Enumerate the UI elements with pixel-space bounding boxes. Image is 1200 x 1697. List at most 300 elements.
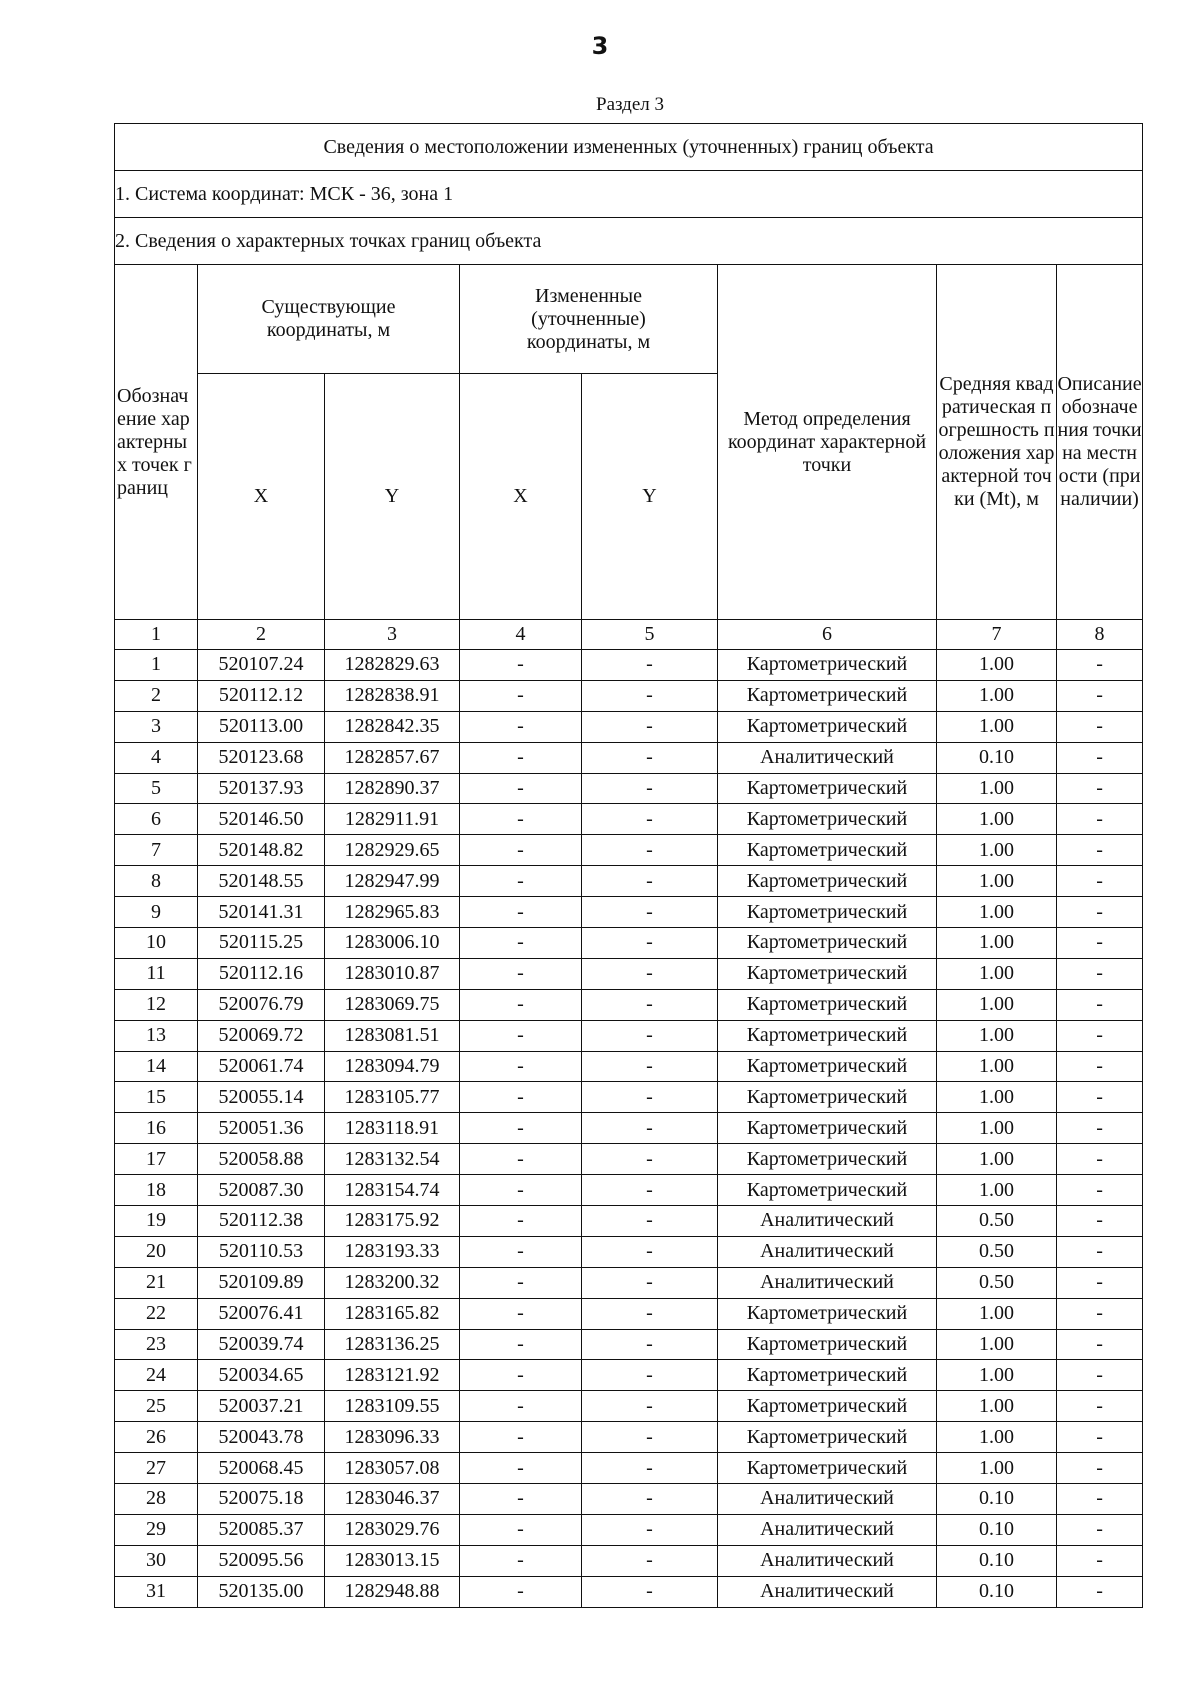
cell-point-number: 23 xyxy=(115,1329,198,1360)
cell-existing-x: 520076.79 xyxy=(198,989,325,1020)
cell-existing-y: 1283006.10 xyxy=(325,928,460,959)
cell-changed-x: - xyxy=(460,1082,582,1113)
table-row xyxy=(115,711,1143,742)
cell-existing-y: 1283175.92 xyxy=(325,1206,460,1237)
cell-description: - xyxy=(1057,958,1143,989)
cell-existing-x: 520058.88 xyxy=(198,1144,325,1175)
cell-description: - xyxy=(1057,804,1143,835)
cell-point-number: 18 xyxy=(115,1175,198,1206)
cell-changed-y: - xyxy=(582,1175,718,1206)
cell-accuracy: 1.00 xyxy=(937,1422,1057,1453)
cell-existing-y: 1282829.63 xyxy=(325,650,460,681)
cell-description: - xyxy=(1057,650,1143,681)
table-title: Сведения о местоположении измененных (уточненных) границ объекта xyxy=(115,124,1143,171)
cell-method: Картометрический xyxy=(718,1020,937,1051)
cell-point-number: 22 xyxy=(115,1298,198,1329)
cell-point-number: 30 xyxy=(115,1545,198,1576)
cell-description: - xyxy=(1057,1020,1143,1051)
cell-method: Аналитический xyxy=(718,1514,937,1545)
cell-changed-y: - xyxy=(582,1514,718,1545)
cell-changed-x: - xyxy=(460,1484,582,1515)
table-row xyxy=(115,928,1143,959)
cell-existing-y: 1283105.77 xyxy=(325,1082,460,1113)
header-changed-y: Y xyxy=(582,374,718,620)
cell-method: Картометрический xyxy=(718,773,937,804)
cell-accuracy: 1.00 xyxy=(937,1360,1057,1391)
cell-description: - xyxy=(1057,1298,1143,1329)
cell-changed-x: - xyxy=(460,1514,582,1545)
cell-description: - xyxy=(1057,1175,1143,1206)
cell-existing-x: 520148.82 xyxy=(198,835,325,866)
cell-changed-x: - xyxy=(460,1298,582,1329)
boundary-points-table xyxy=(114,123,1143,1608)
cell-existing-x: 520068.45 xyxy=(198,1453,325,1484)
table-row xyxy=(115,1298,1143,1329)
cell-point-number: 8 xyxy=(115,866,198,897)
cell-changed-y: - xyxy=(582,1144,718,1175)
cell-existing-x: 520123.68 xyxy=(198,742,325,773)
cell-point-number: 3 xyxy=(115,711,198,742)
cell-existing-x: 520076.41 xyxy=(198,1298,325,1329)
cell-changed-y: - xyxy=(582,928,718,959)
cell-accuracy: 1.00 xyxy=(937,866,1057,897)
table-row xyxy=(115,1020,1143,1051)
header-existing-x: X xyxy=(198,374,325,620)
cell-accuracy: 1.00 xyxy=(937,1175,1057,1206)
cell-existing-x: 520087.30 xyxy=(198,1175,325,1206)
table-row xyxy=(115,835,1143,866)
cell-existing-y: 1283069.75 xyxy=(325,989,460,1020)
cell-changed-x: - xyxy=(460,680,582,711)
cell-changed-y: - xyxy=(582,866,718,897)
page-number: 3 xyxy=(591,32,609,60)
cell-accuracy: 0.10 xyxy=(937,742,1057,773)
cell-existing-y: 1283109.55 xyxy=(325,1391,460,1422)
table-row xyxy=(115,742,1143,773)
table-row xyxy=(115,1329,1143,1360)
column-number: 4 xyxy=(460,620,582,650)
cell-method: Картометрический xyxy=(718,1113,937,1144)
cell-method: Аналитический xyxy=(718,1545,937,1576)
cell-changed-x: - xyxy=(460,742,582,773)
cell-existing-y: 1283132.54 xyxy=(325,1144,460,1175)
cell-existing-y: 1282929.65 xyxy=(325,835,460,866)
cell-changed-x: - xyxy=(460,1175,582,1206)
cell-method: Аналитический xyxy=(718,1206,937,1237)
cell-existing-y: 1282890.37 xyxy=(325,773,460,804)
cell-method: Картометрический xyxy=(718,1391,937,1422)
cell-description: - xyxy=(1057,866,1143,897)
cell-accuracy: 1.00 xyxy=(937,773,1057,804)
column-number: 7 xyxy=(937,620,1057,650)
cell-existing-x: 520095.56 xyxy=(198,1545,325,1576)
cell-changed-y: - xyxy=(582,1298,718,1329)
cell-point-number: 20 xyxy=(115,1236,198,1267)
cell-accuracy: 0.10 xyxy=(937,1576,1057,1607)
cell-changed-x: - xyxy=(460,1422,582,1453)
cell-description: - xyxy=(1057,1576,1143,1607)
cell-description: - xyxy=(1057,773,1143,804)
cell-existing-x: 520034.65 xyxy=(198,1360,325,1391)
cell-accuracy: 0.10 xyxy=(937,1514,1057,1545)
cell-changed-x: - xyxy=(460,1360,582,1391)
cell-point-number: 9 xyxy=(115,897,198,928)
cell-point-number: 4 xyxy=(115,742,198,773)
cell-existing-x: 520137.93 xyxy=(198,773,325,804)
table-row xyxy=(115,650,1143,681)
cell-existing-x: 520075.18 xyxy=(198,1484,325,1515)
cell-accuracy: 1.00 xyxy=(937,1113,1057,1144)
cell-method: Картометрический xyxy=(718,1298,937,1329)
cell-existing-x: 520110.53 xyxy=(198,1236,325,1267)
cell-point-number: 17 xyxy=(115,1144,198,1175)
column-number: 8 xyxy=(1057,620,1143,650)
cell-accuracy: 1.00 xyxy=(937,1082,1057,1113)
header-description: Описание обозначения точки на местности (при наличии) xyxy=(1057,265,1143,620)
table-row xyxy=(115,1144,1143,1175)
cell-method: Картометрический xyxy=(718,711,937,742)
cell-changed-y: - xyxy=(582,680,718,711)
cell-existing-y: 1283094.79 xyxy=(325,1051,460,1082)
cell-accuracy: 1.00 xyxy=(937,1391,1057,1422)
cell-accuracy: 1.00 xyxy=(937,835,1057,866)
cell-changed-y: - xyxy=(582,1329,718,1360)
cell-accuracy: 1.00 xyxy=(937,1144,1057,1175)
table-row xyxy=(115,680,1143,711)
table-row xyxy=(115,773,1143,804)
cell-point-number: 13 xyxy=(115,1020,198,1051)
cell-method: Картометрический xyxy=(718,804,937,835)
cell-point-number: 6 xyxy=(115,804,198,835)
table-row xyxy=(115,1422,1143,1453)
cell-changed-x: - xyxy=(460,711,582,742)
cell-point-number: 16 xyxy=(115,1113,198,1144)
cell-changed-y: - xyxy=(582,1020,718,1051)
cell-accuracy: 1.00 xyxy=(937,711,1057,742)
cell-existing-y: 1282948.88 xyxy=(325,1576,460,1607)
table-row xyxy=(115,866,1143,897)
cell-method: Картометрический xyxy=(718,1422,937,1453)
cell-description: - xyxy=(1057,1082,1143,1113)
column-number: 3 xyxy=(325,620,460,650)
cell-existing-x: 520039.74 xyxy=(198,1329,325,1360)
cell-method: Картометрический xyxy=(718,1082,937,1113)
cell-changed-x: - xyxy=(460,1267,582,1298)
cell-existing-y: 1282947.99 xyxy=(325,866,460,897)
cell-point-number: 7 xyxy=(115,835,198,866)
table-row xyxy=(115,1082,1143,1113)
header-existing-y: Y xyxy=(325,374,460,620)
table-row xyxy=(115,1113,1143,1144)
cell-method: Картометрический xyxy=(718,650,937,681)
cell-existing-y: 1283029.76 xyxy=(325,1514,460,1545)
cell-existing-x: 520115.25 xyxy=(198,928,325,959)
header-changed-coords: Измененные (уточненные) координаты, м xyxy=(460,265,718,374)
cell-changed-x: - xyxy=(460,1329,582,1360)
cell-changed-x: - xyxy=(460,1391,582,1422)
cell-point-number: 15 xyxy=(115,1082,198,1113)
cell-description: - xyxy=(1057,1545,1143,1576)
cell-changed-y: - xyxy=(582,958,718,989)
cell-description: - xyxy=(1057,1484,1143,1515)
coord-system-label: 1. Система координат: МСК - 36, зона 1 xyxy=(115,171,1143,218)
cell-existing-y: 1283165.82 xyxy=(325,1298,460,1329)
header-method: Метод определения координат характерной точки xyxy=(718,265,937,620)
cell-point-number: 2 xyxy=(115,680,198,711)
cell-description: - xyxy=(1057,1206,1143,1237)
cell-description: - xyxy=(1057,897,1143,928)
cell-method: Аналитический xyxy=(718,1236,937,1267)
cell-accuracy: 1.00 xyxy=(937,1453,1057,1484)
cell-point-number: 19 xyxy=(115,1206,198,1237)
cell-existing-x: 520037.21 xyxy=(198,1391,325,1422)
table-row xyxy=(115,1051,1143,1082)
cell-accuracy: 1.00 xyxy=(937,958,1057,989)
cell-existing-x: 520113.00 xyxy=(198,711,325,742)
cell-description: - xyxy=(1057,742,1143,773)
cell-changed-y: - xyxy=(582,650,718,681)
cell-existing-y: 1282838.91 xyxy=(325,680,460,711)
cell-point-number: 25 xyxy=(115,1391,198,1422)
cell-accuracy: 1.00 xyxy=(937,928,1057,959)
cell-accuracy: 1.00 xyxy=(937,897,1057,928)
cell-changed-y: - xyxy=(582,1082,718,1113)
cell-existing-y: 1283010.87 xyxy=(325,958,460,989)
cell-changed-y: - xyxy=(582,1545,718,1576)
cell-description: - xyxy=(1057,1236,1143,1267)
cell-method: Картометрический xyxy=(718,989,937,1020)
cell-changed-y: - xyxy=(582,1113,718,1144)
cell-changed-x: - xyxy=(460,928,582,959)
cell-changed-x: - xyxy=(460,804,582,835)
table-row xyxy=(115,1236,1143,1267)
cell-changed-y: - xyxy=(582,1236,718,1267)
table-row xyxy=(115,1453,1143,1484)
cell-existing-y: 1283200.32 xyxy=(325,1267,460,1298)
cell-method: Картометрический xyxy=(718,1144,937,1175)
cell-description: - xyxy=(1057,1144,1143,1175)
cell-existing-x: 520051.36 xyxy=(198,1113,325,1144)
cell-changed-x: - xyxy=(460,989,582,1020)
cell-method: Картометрический xyxy=(718,928,937,959)
table-row xyxy=(115,1484,1143,1515)
cell-method: Картометрический xyxy=(718,1329,937,1360)
cell-changed-y: - xyxy=(582,773,718,804)
table-row xyxy=(115,1206,1143,1237)
cell-changed-y: - xyxy=(582,835,718,866)
cell-changed-y: - xyxy=(582,804,718,835)
cell-existing-y: 1283046.37 xyxy=(325,1484,460,1515)
column-numbers-row xyxy=(115,620,1143,650)
cell-changed-x: - xyxy=(460,897,582,928)
cell-description: - xyxy=(1057,680,1143,711)
cell-existing-y: 1283057.08 xyxy=(325,1453,460,1484)
cell-existing-x: 520061.74 xyxy=(198,1051,325,1082)
column-number: 1 xyxy=(115,620,198,650)
cell-accuracy: 0.50 xyxy=(937,1267,1057,1298)
cell-accuracy: 1.00 xyxy=(937,989,1057,1020)
cell-point-number: 31 xyxy=(115,1576,198,1607)
cell-existing-x: 520141.31 xyxy=(198,897,325,928)
cell-changed-y: - xyxy=(582,1391,718,1422)
cell-existing-y: 1283121.92 xyxy=(325,1360,460,1391)
column-number: 6 xyxy=(718,620,937,650)
cell-changed-x: - xyxy=(460,1576,582,1607)
cell-changed-y: - xyxy=(582,1267,718,1298)
cell-changed-x: - xyxy=(460,1051,582,1082)
cell-changed-y: - xyxy=(582,1206,718,1237)
cell-existing-x: 520043.78 xyxy=(198,1422,325,1453)
cell-point-number: 26 xyxy=(115,1422,198,1453)
cell-changed-x: - xyxy=(460,1206,582,1237)
cell-description: - xyxy=(1057,1453,1143,1484)
cell-method: Картометрический xyxy=(718,866,937,897)
cell-changed-y: - xyxy=(582,897,718,928)
section-title: Раздел 3 xyxy=(596,94,664,115)
cell-existing-x: 520112.16 xyxy=(198,958,325,989)
table-row xyxy=(115,1576,1143,1607)
cell-changed-y: - xyxy=(582,742,718,773)
cell-point-number: 24 xyxy=(115,1360,198,1391)
cell-changed-x: - xyxy=(460,650,582,681)
cell-changed-x: - xyxy=(460,1453,582,1484)
cell-existing-y: 1283154.74 xyxy=(325,1175,460,1206)
cell-changed-x: - xyxy=(460,835,582,866)
cell-existing-y: 1282842.35 xyxy=(325,711,460,742)
cell-description: - xyxy=(1057,1391,1143,1422)
table-row xyxy=(115,1267,1143,1298)
cell-existing-y: 1283013.15 xyxy=(325,1545,460,1576)
table-row xyxy=(115,897,1143,928)
cell-accuracy: 1.00 xyxy=(937,650,1057,681)
cell-method: Картометрический xyxy=(718,897,937,928)
cell-description: - xyxy=(1057,1360,1143,1391)
header-existing-coords: Существующие координаты, м xyxy=(198,265,460,374)
cell-changed-x: - xyxy=(460,773,582,804)
cell-changed-x: - xyxy=(460,1020,582,1051)
table-row xyxy=(115,1514,1143,1545)
cell-accuracy: 1.00 xyxy=(937,680,1057,711)
cell-changed-y: - xyxy=(582,1360,718,1391)
cell-method: Аналитический xyxy=(718,742,937,773)
cell-changed-x: - xyxy=(460,1236,582,1267)
cell-changed-x: - xyxy=(460,1113,582,1144)
cell-method: Картометрический xyxy=(718,1453,937,1484)
cell-existing-y: 1283136.25 xyxy=(325,1329,460,1360)
cell-accuracy: 1.00 xyxy=(937,804,1057,835)
cell-changed-y: - xyxy=(582,1576,718,1607)
cell-point-number: 1 xyxy=(115,650,198,681)
table-row xyxy=(115,989,1143,1020)
cell-method: Картометрический xyxy=(718,1360,937,1391)
cell-existing-x: 520109.89 xyxy=(198,1267,325,1298)
header-changed-x: X xyxy=(460,374,582,620)
cell-method: Аналитический xyxy=(718,1484,937,1515)
column-number: 5 xyxy=(582,620,718,650)
cell-description: - xyxy=(1057,1422,1143,1453)
cell-accuracy: 0.50 xyxy=(937,1236,1057,1267)
cell-existing-x: 520146.50 xyxy=(198,804,325,835)
cell-changed-y: - xyxy=(582,1453,718,1484)
cell-existing-x: 520055.14 xyxy=(198,1082,325,1113)
cell-existing-y: 1282857.67 xyxy=(325,742,460,773)
cell-point-number: 11 xyxy=(115,958,198,989)
cell-description: - xyxy=(1057,1051,1143,1082)
cell-description: - xyxy=(1057,1329,1143,1360)
cell-method: Картометрический xyxy=(718,958,937,989)
cell-description: - xyxy=(1057,1113,1143,1144)
cell-changed-x: - xyxy=(460,1144,582,1175)
cell-accuracy: 0.10 xyxy=(937,1545,1057,1576)
points-section-title: 2. Сведения о характерных точках границ объекта xyxy=(115,218,1143,265)
cell-point-number: 5 xyxy=(115,773,198,804)
cell-point-number: 10 xyxy=(115,928,198,959)
table-row xyxy=(115,804,1143,835)
cell-changed-x: - xyxy=(460,866,582,897)
cell-changed-y: - xyxy=(582,711,718,742)
cell-point-number: 28 xyxy=(115,1484,198,1515)
cell-accuracy: 1.00 xyxy=(937,1020,1057,1051)
cell-method: Картометрический xyxy=(718,680,937,711)
cell-accuracy: 1.00 xyxy=(937,1051,1057,1082)
cell-existing-x: 520148.55 xyxy=(198,866,325,897)
cell-method: Картометрический xyxy=(718,1051,937,1082)
cell-description: - xyxy=(1057,928,1143,959)
cell-existing-y: 1283081.51 xyxy=(325,1020,460,1051)
cell-method: Картометрический xyxy=(718,1175,937,1206)
cell-existing-x: 520069.72 xyxy=(198,1020,325,1051)
cell-existing-x: 520085.37 xyxy=(198,1514,325,1545)
cell-description: - xyxy=(1057,835,1143,866)
cell-point-number: 21 xyxy=(115,1267,198,1298)
table-row xyxy=(115,1391,1143,1422)
cell-accuracy: 1.00 xyxy=(937,1298,1057,1329)
table-row xyxy=(115,1175,1143,1206)
cell-description: - xyxy=(1057,989,1143,1020)
cell-changed-x: - xyxy=(460,958,582,989)
table-row xyxy=(115,958,1143,989)
cell-changed-y: - xyxy=(582,1484,718,1515)
cell-existing-y: 1283096.33 xyxy=(325,1422,460,1453)
cell-existing-x: 520112.38 xyxy=(198,1206,325,1237)
cell-point-number: 27 xyxy=(115,1453,198,1484)
header-point-designation: Обозначение характерных точек границ xyxy=(115,265,198,620)
cell-description: - xyxy=(1057,1514,1143,1545)
cell-existing-y: 1283193.33 xyxy=(325,1236,460,1267)
cell-point-number: 12 xyxy=(115,989,198,1020)
cell-changed-y: - xyxy=(582,989,718,1020)
cell-point-number: 14 xyxy=(115,1051,198,1082)
cell-existing-x: 520107.24 xyxy=(198,650,325,681)
cell-changed-y: - xyxy=(582,1051,718,1082)
cell-method: Картометрический xyxy=(718,835,937,866)
cell-existing-x: 520112.12 xyxy=(198,680,325,711)
cell-description: - xyxy=(1057,711,1143,742)
cell-method: Аналитический xyxy=(718,1576,937,1607)
cell-accuracy: 0.10 xyxy=(937,1484,1057,1515)
cell-changed-x: - xyxy=(460,1545,582,1576)
cell-point-number: 29 xyxy=(115,1514,198,1545)
column-number: 2 xyxy=(198,620,325,650)
header-accuracy: Средняя квадратическая погрешность положения характерной точки (Mt), м xyxy=(937,265,1057,620)
cell-changed-y: - xyxy=(582,1422,718,1453)
cell-existing-x: 520135.00 xyxy=(198,1576,325,1607)
cell-accuracy: 0.50 xyxy=(937,1206,1057,1237)
cell-existing-y: 1283118.91 xyxy=(325,1113,460,1144)
table-row xyxy=(115,1545,1143,1576)
cell-accuracy: 1.00 xyxy=(937,1329,1057,1360)
cell-existing-y: 1282965.83 xyxy=(325,897,460,928)
